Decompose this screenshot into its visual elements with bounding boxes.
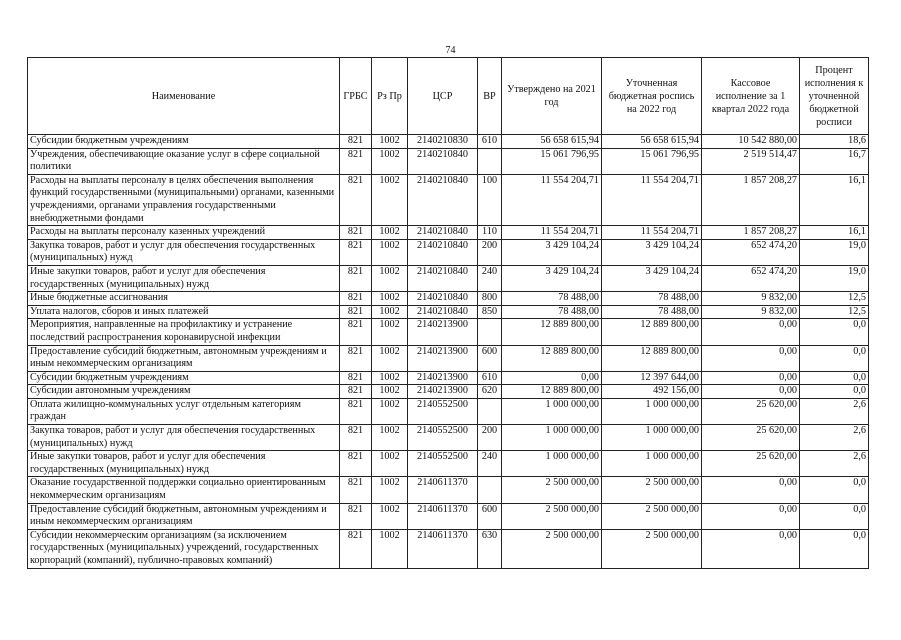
table-row xyxy=(28,174,869,225)
cell-cash: 0,00 xyxy=(702,371,800,385)
cell-refined: 15 061 796,95 xyxy=(602,148,702,174)
cell-csr: 2140611370 xyxy=(408,503,478,529)
table-header xyxy=(28,58,869,135)
cell-refined: 3 429 104,24 xyxy=(602,239,702,265)
cell-name: Предоставление субсидий бюджетным, автономным учреждениям и иным некоммерческим организациям xyxy=(28,503,340,529)
column-header-grbs: ГРБС xyxy=(340,58,372,135)
cell-approved: 2 500 000,00 xyxy=(502,529,602,568)
cell-grbs: 821 xyxy=(340,265,372,291)
cell-csr: 2140210840 xyxy=(408,265,478,291)
cell-rzpr: 1002 xyxy=(372,148,408,174)
cell-csr: 2140210840 xyxy=(408,226,478,240)
cell-vr: 800 xyxy=(478,292,502,306)
cell-approved: 11 554 204,71 xyxy=(502,174,602,225)
cell-grbs: 821 xyxy=(340,371,372,385)
table-row xyxy=(28,529,869,568)
cell-approved: 1 000 000,00 xyxy=(502,451,602,477)
cell-csr: 2140213900 xyxy=(408,319,478,345)
cell-csr: 2140611370 xyxy=(408,477,478,503)
cell-vr: 200 xyxy=(478,425,502,451)
cell-refined: 1 000 000,00 xyxy=(602,451,702,477)
table-row xyxy=(28,345,869,371)
cell-approved: 1 000 000,00 xyxy=(502,425,602,451)
cell-refined: 78 488,00 xyxy=(602,292,702,306)
cell-rzpr: 1002 xyxy=(372,503,408,529)
cell-rzpr: 1002 xyxy=(372,226,408,240)
cell-refined: 2 500 000,00 xyxy=(602,529,702,568)
table-row xyxy=(28,425,869,451)
cell-vr: 100 xyxy=(478,174,502,225)
budget-execution-table xyxy=(27,57,869,569)
cell-cash: 0,00 xyxy=(702,345,800,371)
cell-csr: 2140210840 xyxy=(408,174,478,225)
cell-refined: 12 889 800,00 xyxy=(602,319,702,345)
cell-approved: 15 061 796,95 xyxy=(502,148,602,174)
cell-csr: 2140210840 xyxy=(408,292,478,306)
cell-grbs: 821 xyxy=(340,226,372,240)
cell-csr: 2140213900 xyxy=(408,371,478,385)
cell-rzpr: 1002 xyxy=(372,239,408,265)
column-header-approved: Утверждено на 2021 год xyxy=(502,58,602,135)
cell-vr: 200 xyxy=(478,239,502,265)
table-row xyxy=(28,148,869,174)
cell-percent: 16,1 xyxy=(800,226,869,240)
cell-approved: 2 500 000,00 xyxy=(502,503,602,529)
column-header-percent: Процент исполнения к уточненной бюджетной росписи xyxy=(800,58,869,135)
cell-rzpr: 1002 xyxy=(372,345,408,371)
cell-refined: 1 000 000,00 xyxy=(602,398,702,424)
cell-grbs: 821 xyxy=(340,135,372,149)
cell-vr: 630 xyxy=(478,529,502,568)
cell-name: Иные бюджетные ассигнования xyxy=(28,292,340,306)
cell-rzpr: 1002 xyxy=(372,529,408,568)
table-row xyxy=(28,503,869,529)
cell-approved: 56 658 615,94 xyxy=(502,135,602,149)
column-header-rzpr: Рз Пр xyxy=(372,58,408,135)
cell-percent: 18,6 xyxy=(800,135,869,149)
cell-grbs: 821 xyxy=(340,319,372,345)
cell-grbs: 821 xyxy=(340,239,372,265)
cell-grbs: 821 xyxy=(340,345,372,371)
cell-cash: 9 832,00 xyxy=(702,305,800,319)
cell-vr: 610 xyxy=(478,371,502,385)
table-row xyxy=(28,319,869,345)
cell-name: Субсидии автономным учреждениям xyxy=(28,385,340,399)
cell-name: Мероприятия, направленные на профилактику и устранение последствий распространения коронавирусной инфекции xyxy=(28,319,340,345)
table-row xyxy=(28,239,869,265)
cell-grbs: 821 xyxy=(340,385,372,399)
cell-approved: 1 000 000,00 xyxy=(502,398,602,424)
cell-csr: 2140552500 xyxy=(408,451,478,477)
cell-grbs: 821 xyxy=(340,529,372,568)
cell-grbs: 821 xyxy=(340,425,372,451)
cell-vr: 240 xyxy=(478,451,502,477)
cell-cash: 25 620,00 xyxy=(702,398,800,424)
cell-rzpr: 1002 xyxy=(372,174,408,225)
cell-approved: 12 889 800,00 xyxy=(502,345,602,371)
cell-approved: 12 889 800,00 xyxy=(502,385,602,399)
cell-percent: 19,0 xyxy=(800,265,869,291)
cell-name: Субсидии бюджетным учреждениям xyxy=(28,371,340,385)
cell-name: Оказание государственной поддержки социально ориентированным некоммерческим организациям xyxy=(28,477,340,503)
table-row xyxy=(28,305,869,319)
cell-cash: 25 620,00 xyxy=(702,451,800,477)
cell-grbs: 821 xyxy=(340,305,372,319)
cell-percent: 16,7 xyxy=(800,148,869,174)
cell-percent: 16,1 xyxy=(800,174,869,225)
table-body xyxy=(28,135,869,569)
cell-vr: 110 xyxy=(478,226,502,240)
cell-csr: 2140552500 xyxy=(408,425,478,451)
cell-percent: 0,0 xyxy=(800,503,869,529)
cell-refined: 78 488,00 xyxy=(602,305,702,319)
cell-csr: 2140210840 xyxy=(408,305,478,319)
cell-percent: 2,6 xyxy=(800,451,869,477)
cell-cash: 1 857 208,27 xyxy=(702,226,800,240)
cell-approved: 78 488,00 xyxy=(502,292,602,306)
cell-refined: 3 429 104,24 xyxy=(602,265,702,291)
cell-approved: 12 889 800,00 xyxy=(502,319,602,345)
cell-cash: 9 832,00 xyxy=(702,292,800,306)
cell-approved: 3 429 104,24 xyxy=(502,265,602,291)
cell-approved: 11 554 204,71 xyxy=(502,226,602,240)
cell-name: Иные закупки товаров, работ и услуг для обеспечения государственных (муниципальных) нужд xyxy=(28,265,340,291)
cell-rzpr: 1002 xyxy=(372,385,408,399)
cell-refined: 492 156,00 xyxy=(602,385,702,399)
cell-percent: 0,0 xyxy=(800,319,869,345)
cell-cash: 1 857 208,27 xyxy=(702,174,800,225)
cell-percent: 0,0 xyxy=(800,385,869,399)
cell-name: Субсидии некоммерческим организациям (за исключением государственных (муниципальных) учреждений, государственных корпораций (компаний), публично-правовых компаний) xyxy=(28,529,340,568)
cell-name: Закупка товаров, работ и услуг для обеспечения государственных (муниципальных) нужд xyxy=(28,239,340,265)
cell-csr: 2140611370 xyxy=(408,529,478,568)
cell-name: Иные закупки товаров, работ и услуг для обеспечения государственных (муниципальных) нужд xyxy=(28,451,340,477)
cell-cash: 0,00 xyxy=(702,503,800,529)
cell-rzpr: 1002 xyxy=(372,398,408,424)
cell-grbs: 821 xyxy=(340,477,372,503)
cell-refined: 11 554 204,71 xyxy=(602,226,702,240)
cell-vr xyxy=(478,319,502,345)
cell-cash: 0,00 xyxy=(702,477,800,503)
column-header-csr: ЦСР xyxy=(408,58,478,135)
cell-rzpr: 1002 xyxy=(372,265,408,291)
table-row xyxy=(28,477,869,503)
cell-csr: 2140213900 xyxy=(408,345,478,371)
cell-name: Учреждения, обеспечивающие оказание услуг в сфере социальной политики xyxy=(28,148,340,174)
cell-name: Предоставление субсидий бюджетным, автономным учреждениям и иным некоммерческим организациям xyxy=(28,345,340,371)
cell-approved: 2 500 000,00 xyxy=(502,477,602,503)
page-number: 74 xyxy=(445,45,456,56)
cell-refined: 12 889 800,00 xyxy=(602,345,702,371)
cell-refined: 12 397 644,00 xyxy=(602,371,702,385)
cell-percent: 12,5 xyxy=(800,292,869,306)
table-row xyxy=(28,371,869,385)
table-row xyxy=(28,385,869,399)
cell-vr: 600 xyxy=(478,345,502,371)
cell-rzpr: 1002 xyxy=(372,425,408,451)
cell-rzpr: 1002 xyxy=(372,371,408,385)
cell-refined: 11 554 204,71 xyxy=(602,174,702,225)
cell-percent: 0,0 xyxy=(800,371,869,385)
cell-grbs: 821 xyxy=(340,174,372,225)
cell-approved: 0,00 xyxy=(502,371,602,385)
cell-cash: 652 474,20 xyxy=(702,239,800,265)
cell-vr xyxy=(478,477,502,503)
cell-percent: 2,6 xyxy=(800,398,869,424)
cell-name: Расходы на выплаты персоналу в целях обеспечения выполнения функций государственными (муниципальными) органами, казенными учреждениями, органами управления государственными внебюджетными фондами xyxy=(28,174,340,225)
cell-percent: 2,6 xyxy=(800,425,869,451)
table-row xyxy=(28,135,869,149)
cell-percent: 12,5 xyxy=(800,305,869,319)
cell-csr: 2140210840 xyxy=(408,148,478,174)
cell-rzpr: 1002 xyxy=(372,292,408,306)
cell-percent: 0,0 xyxy=(800,477,869,503)
column-header-cash: Кассовое исполнение за 1 квартал 2022 года xyxy=(702,58,800,135)
cell-approved: 78 488,00 xyxy=(502,305,602,319)
cell-refined: 2 500 000,00 xyxy=(602,477,702,503)
cell-grbs: 821 xyxy=(340,398,372,424)
cell-vr: 850 xyxy=(478,305,502,319)
table-row xyxy=(28,226,869,240)
column-header-name: Наименование xyxy=(28,58,340,135)
cell-cash: 0,00 xyxy=(702,319,800,345)
cell-grbs: 821 xyxy=(340,292,372,306)
cell-rzpr: 1002 xyxy=(372,477,408,503)
cell-grbs: 821 xyxy=(340,503,372,529)
cell-percent: 0,0 xyxy=(800,529,869,568)
cell-vr: 240 xyxy=(478,265,502,291)
cell-percent: 0,0 xyxy=(800,345,869,371)
cell-name: Расходы на выплаты персоналу казенных учреждений xyxy=(28,226,340,240)
cell-rzpr: 1002 xyxy=(372,451,408,477)
cell-csr: 2140552500 xyxy=(408,398,478,424)
cell-cash: 10 542 880,00 xyxy=(702,135,800,149)
table-row xyxy=(28,265,869,291)
cell-cash: 652 474,20 xyxy=(702,265,800,291)
cell-vr: 600 xyxy=(478,503,502,529)
cell-vr xyxy=(478,398,502,424)
cell-cash: 0,00 xyxy=(702,385,800,399)
cell-percent: 19,0 xyxy=(800,239,869,265)
cell-csr: 2140213900 xyxy=(408,385,478,399)
cell-rzpr: 1002 xyxy=(372,135,408,149)
cell-rzpr: 1002 xyxy=(372,305,408,319)
cell-refined: 1 000 000,00 xyxy=(602,425,702,451)
column-header-refined: Уточненная бюджетная роспись на 2022 год xyxy=(602,58,702,135)
cell-rzpr: 1002 xyxy=(372,319,408,345)
table-row xyxy=(28,398,869,424)
cell-name: Закупка товаров, работ и услуг для обеспечения государственных (муниципальных) нужд xyxy=(28,425,340,451)
cell-name: Оплата жилищно-коммунальных услуг отдельным категориям граждан xyxy=(28,398,340,424)
cell-name: Уплата налогов, сборов и иных платежей xyxy=(28,305,340,319)
table-row xyxy=(28,292,869,306)
cell-refined: 56 658 615,94 xyxy=(602,135,702,149)
cell-grbs: 821 xyxy=(340,148,372,174)
cell-csr: 2140210830 xyxy=(408,135,478,149)
cell-vr: 610 xyxy=(478,135,502,149)
cell-cash: 0,00 xyxy=(702,529,800,568)
cell-cash: 25 620,00 xyxy=(702,425,800,451)
column-header-vr: ВР xyxy=(478,58,502,135)
cell-refined: 2 500 000,00 xyxy=(602,503,702,529)
cell-csr: 2140210840 xyxy=(408,239,478,265)
table-row xyxy=(28,451,869,477)
cell-cash: 2 519 514,47 xyxy=(702,148,800,174)
cell-grbs: 821 xyxy=(340,451,372,477)
cell-approved: 3 429 104,24 xyxy=(502,239,602,265)
cell-name: Субсидии бюджетным учреждениям xyxy=(28,135,340,149)
cell-vr: 620 xyxy=(478,385,502,399)
cell-vr xyxy=(478,148,502,174)
